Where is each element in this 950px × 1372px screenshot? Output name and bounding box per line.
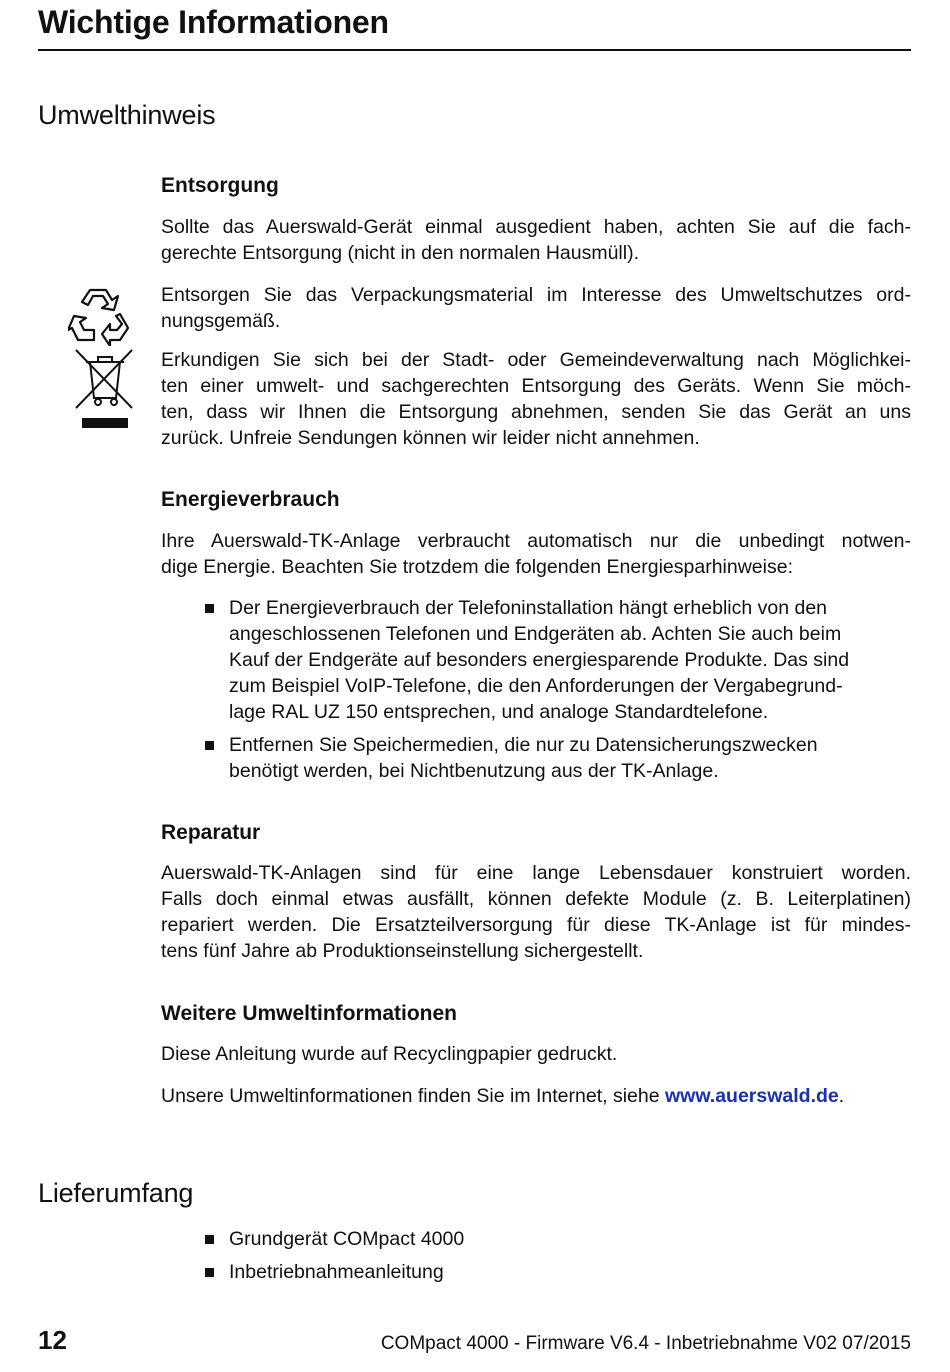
- list-item: Inbetriebnahmeanleitung: [203, 1259, 911, 1285]
- header-rule: [38, 49, 911, 51]
- recycling-icon: [68, 284, 134, 346]
- page-number: 12: [38, 1325, 67, 1355]
- crossed-bin-icon: [74, 348, 134, 432]
- energie-bullet-list: [203, 595, 911, 791]
- subheading-energieverbrauch: Energieverbrauch: [161, 488, 340, 511]
- page-title: Wichtige Informationen: [38, 4, 389, 40]
- bullet-square-icon: [205, 604, 214, 613]
- section-title-lieferumfang: Lieferumfang: [38, 1178, 194, 1208]
- bullet-square-icon: [205, 1268, 214, 1277]
- weitere-paragraph-1: Diese Anleitung wurde auf Recyclingpapier gedruckt.: [161, 1043, 618, 1065]
- bullet-square-icon: [205, 741, 214, 750]
- lieferumfang-list: [203, 1226, 911, 1292]
- subheading-reparatur: Reparatur: [161, 821, 261, 844]
- subheading-weitere-umweltinformationen: Weitere Umweltinformationen: [161, 1002, 457, 1025]
- entsorgung-paragraph-1: Sollte das Auerswald-Gerät einmal ausgedient haben, achten Sie auf die fach- gerechte Entsorgung (nicht in den normalen Hausmüll).: [161, 216, 911, 264]
- auerswald-website-link[interactable]: www.auerswald.de: [665, 1085, 839, 1107]
- section-title-umwelthinweis: Umwelthinweis: [38, 100, 216, 130]
- subheading-entsorgung: Entsorgung: [161, 174, 279, 197]
- list-item: Der Energieverbrauch der Telefoninstallation hängt erheblich von den angeschlossenen Telefonen und Endgeräten ab. Achten Sie auch beim Kauf der Endgeräte auf besonders energiesparende Produkte. Das sind zum Beispiel VoIP-Telefone, die den Anforderungen der Vergabegrund- lage RAL UZ 150 entsprechen, und analoge Standardtelefone.: [203, 595, 911, 725]
- footer-doc-info: COMpact 4000 - Firmware V6.4 - Inbetriebnahme V02 07/2015: [380, 1333, 911, 1354]
- bullet-square-icon: [205, 1235, 214, 1244]
- weitere-paragraph-2: Unsere Umweltinformationen finden Sie im Internet, siehe www.auerswald.de.: [161, 1085, 845, 1107]
- entsorgung-paragraph-2: Entsorgen Sie das Verpackungsmaterial im Interesse des Umweltschutzes ord- nungsgemäß.: [161, 284, 911, 332]
- list-item: Entfernen Sie Speichermedien, die nur zu Datensicherungszwecken benötigt werden, bei Nichtbenutzung aus der TK-Anlage.: [203, 732, 911, 784]
- list-item: Grundgerät COMpact 4000: [203, 1226, 911, 1252]
- energie-paragraph-1: Ihre Auerswald-TK-Anlage verbraucht automatisch nur die unbedingt notwen- dige Energie. Beachten Sie trotzdem die folgenden Energiesparhinweise:: [161, 530, 911, 578]
- entsorgung-paragraph-3: Erkundigen Sie sich bei der Stadt- oder Gemeindeverwaltung nach Möglichkei- ten einer umwelt- und sachgerechten Entsorgung des Geräts. Wenn Sie möch- ten, dass wir Ihnen die Entsorgung abnehmen, senden Sie das Gerät an uns zurück. Unfreie Sendungen können wir leider nicht annehmen.: [161, 349, 911, 449]
- reparatur-paragraph-1: Auerswald-TK-Anlagen sind für eine lange Lebensdauer konstruiert worden. Falls doch einmal etwas ausfällt, können defekte Module (z. B. Leiterplatinen) repariert werden. Die Ersatzteilversorgung für diese TK-Anlage ist für mindes- tens fünf Jahre ab Produktionseinstellung sichergestellt.: [161, 862, 911, 962]
